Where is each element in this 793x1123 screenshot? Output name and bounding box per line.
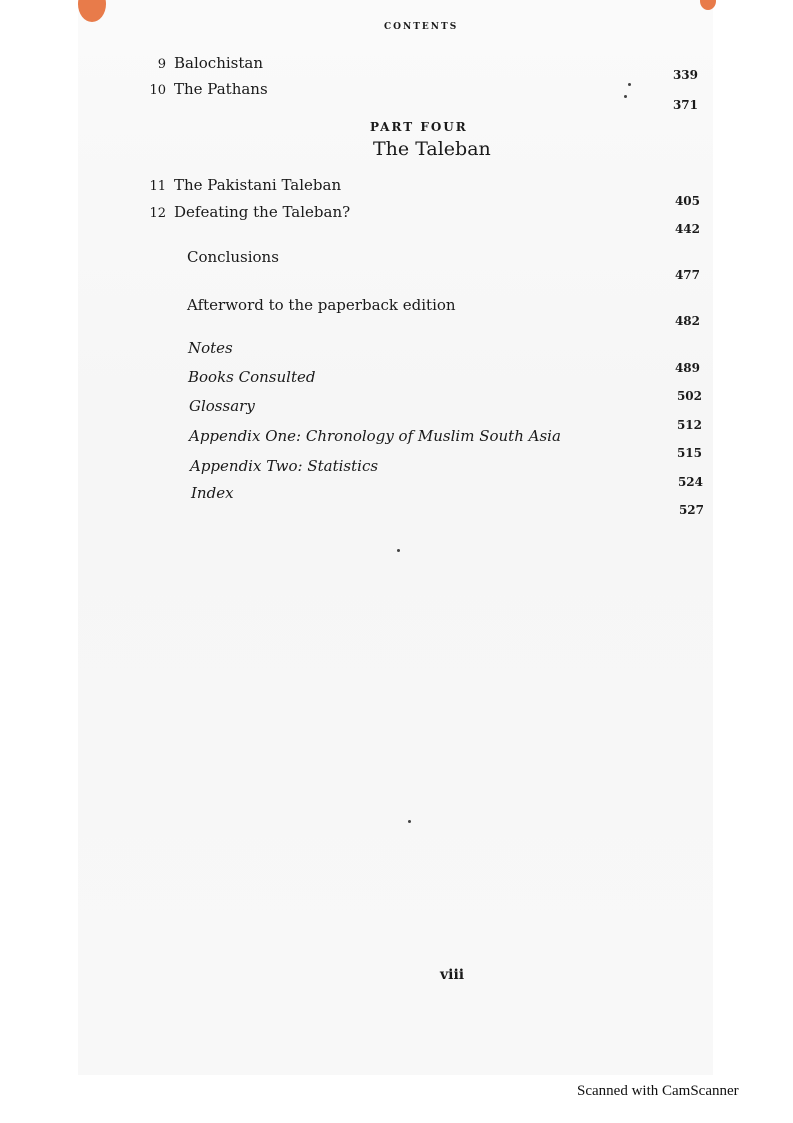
toc-entry-notes	[188, 339, 233, 357]
page-number: 524	[677, 475, 703, 489]
page-number: 371	[672, 98, 698, 112]
page-number: 482	[674, 314, 700, 328]
chapter-title: The Pakistani Taleban	[174, 176, 342, 194]
entry-title: Index	[191, 484, 234, 502]
toc-entry-afterword	[187, 296, 456, 314]
chapter-number: 11	[149, 179, 166, 194]
part-title: The Taleban	[373, 138, 491, 160]
page-number: 489	[674, 361, 700, 375]
entry-title: Appendix One: Chronology of Muslim South Asia	[189, 427, 561, 445]
toc-entry-books-consulted	[188, 368, 315, 386]
part-label: PART FOUR	[370, 120, 468, 134]
entry-title: Glossary	[189, 397, 255, 415]
toc-entry-glossary	[189, 397, 255, 415]
entry-title: Books Consulted	[188, 368, 316, 386]
toc-entry-appendix-two	[190, 457, 378, 475]
chapter-title: The Pathans	[174, 80, 268, 98]
entry-title: Appendix Two: Statistics	[190, 457, 379, 475]
entry-title: Notes	[188, 339, 233, 357]
chapter-title: Defeating the Taleban?	[174, 203, 351, 221]
toc-entry-chapter-10	[140, 80, 268, 98]
toc-entry-conclusions	[187, 248, 279, 266]
entry-title: Afterword to the paperback edition	[187, 296, 456, 314]
toc-entry-chapter-9	[140, 54, 263, 72]
folio: viii	[440, 967, 465, 983]
page-number: 477	[674, 268, 700, 282]
scan-speck	[624, 95, 627, 98]
page-number: 502	[676, 389, 702, 403]
entry-title: Conclusions	[187, 248, 279, 266]
chapter-number: 9	[157, 57, 166, 72]
chapter-title: Balochistan	[174, 54, 263, 72]
page-number: 512	[676, 418, 702, 432]
page-number: 339	[672, 68, 698, 82]
scan-speck	[408, 820, 411, 823]
chapter-number: 12	[149, 206, 166, 221]
chapter-number: 10	[149, 83, 166, 98]
page-number: 515	[676, 446, 702, 460]
toc-entry-index	[191, 484, 234, 502]
toc-entry-chapter-11	[140, 176, 341, 194]
book-page-scan	[78, 0, 713, 1075]
scan-speck	[397, 549, 400, 552]
running-head: CONTENTS	[384, 22, 459, 32]
page-number: 527	[678, 503, 704, 517]
toc-entry-chapter-12	[140, 203, 350, 221]
scan-speck	[628, 83, 631, 86]
page-number: 442	[674, 222, 700, 236]
scanner-watermark: Scanned with CamScanner	[577, 1083, 739, 1099]
toc-entry-appendix-one	[189, 427, 561, 445]
page-number: 405	[674, 194, 700, 208]
